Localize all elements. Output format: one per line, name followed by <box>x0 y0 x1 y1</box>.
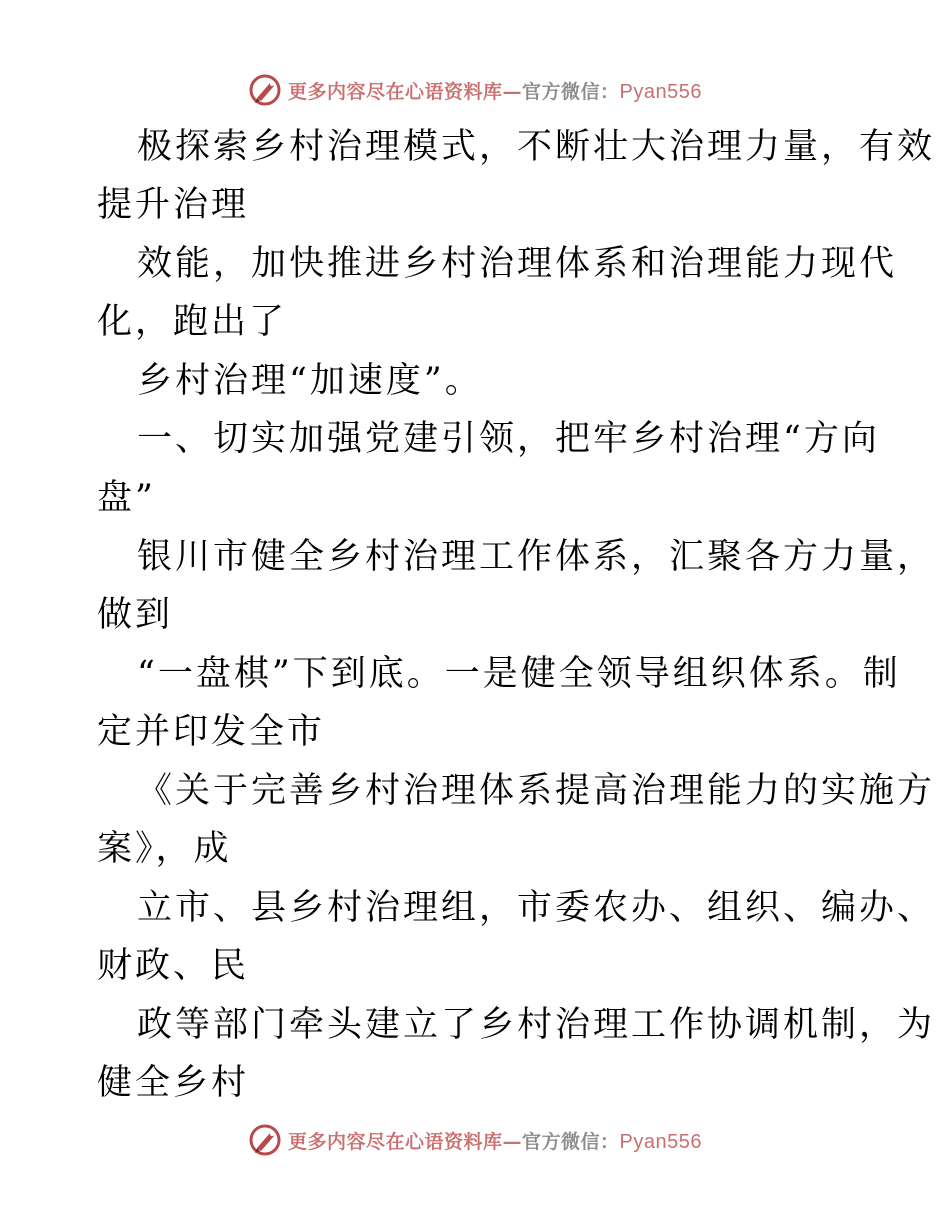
watermark-account: Pyan556 <box>619 80 702 103</box>
text-line: 提升治理 <box>97 185 250 225</box>
text-line: “一盘棋”下到底。一是健全领导组织体系。制 <box>137 654 901 694</box>
watermark-text <box>288 77 702 104</box>
text-line: 极探索乡村治理模式，不断壮大治理力量，有效 <box>137 127 936 167</box>
pen-logo-icon <box>248 73 282 107</box>
footer-watermark <box>0 1120 950 1160</box>
text-line: 健全乡村 <box>97 1063 250 1103</box>
text-line: 做到 <box>97 595 174 635</box>
text-line: 乡村治理“加速度”。 <box>137 361 483 401</box>
text-line: 银川市健全乡村治理工作体系，汇聚各方力量， <box>137 537 936 577</box>
section-heading: 一、切实加强党建引领，把牢乡村治理“方向 <box>137 419 880 459</box>
watermark-dash: — <box>502 1130 523 1153</box>
text-line: 立市、县乡村治理组，市委农办、组织、编办、 <box>137 888 936 928</box>
text-line: 案》，成 <box>97 829 232 869</box>
section-heading-cont: 盘” <box>97 478 156 518</box>
watermark-account: Pyan556 <box>619 1130 702 1153</box>
text-line: 《关于完善乡村治理体系提高治理能力的实施方 <box>137 771 936 811</box>
watermark-label: 官方微信： <box>522 80 620 103</box>
text-line: 定并印发全市 <box>97 712 326 752</box>
text-line: 化，跑出了 <box>97 302 288 342</box>
text-line: 财政、民 <box>97 946 250 986</box>
text-line: 效能，加快推进乡村治理体系和治理能力现代 <box>137 244 898 284</box>
watermark-title: 更多内容尽在心语资料库 <box>288 1130 503 1153</box>
watermark-text <box>288 1127 702 1154</box>
pen-logo-icon <box>248 1123 282 1157</box>
watermark-label: 官方微信： <box>522 1130 620 1153</box>
watermark-title: 更多内容尽在心语资料库 <box>288 80 503 103</box>
text-line: 政等部门牵头建立了乡村治理工作协调机制，为 <box>137 1005 936 1045</box>
header-watermark <box>0 70 950 110</box>
watermark-dash: — <box>502 80 523 103</box>
